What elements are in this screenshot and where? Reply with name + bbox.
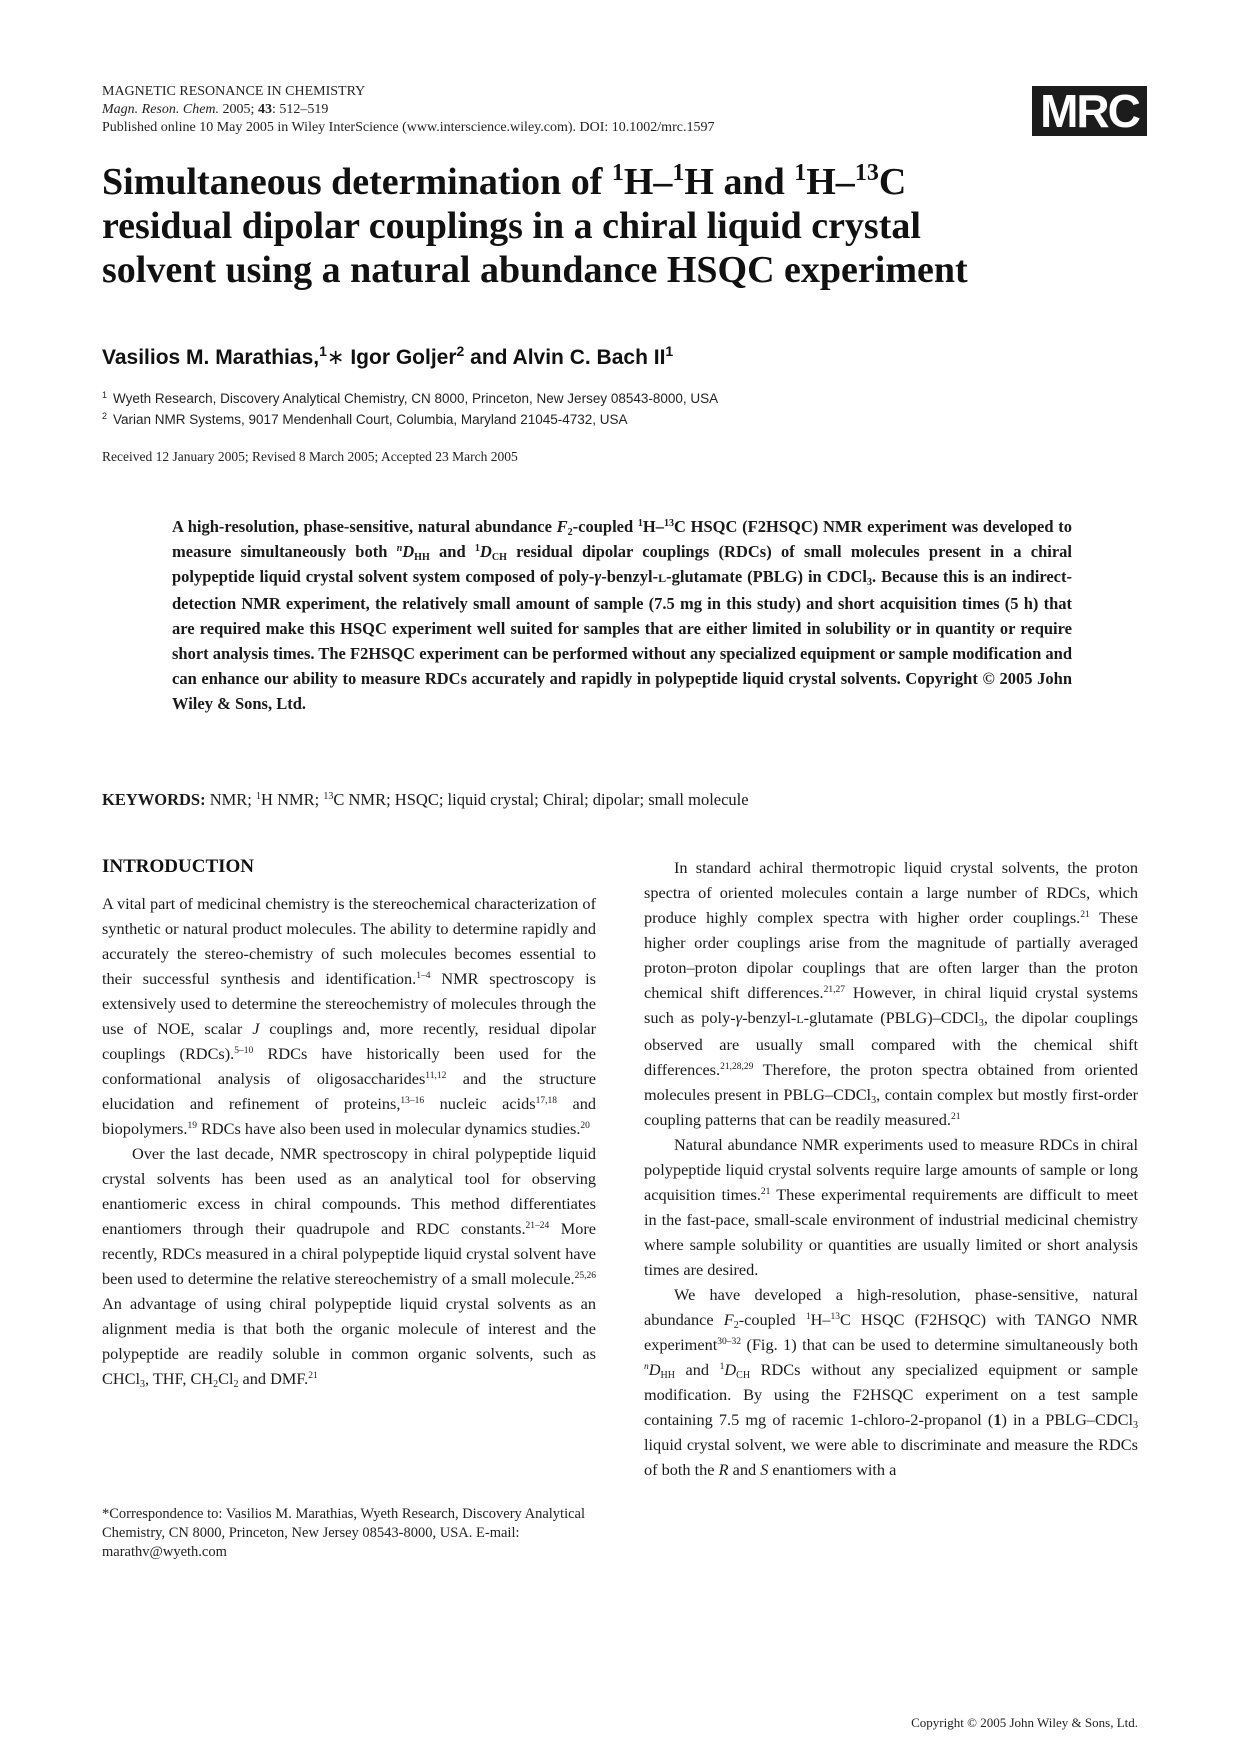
paragraph: Over the last decade, NMR spectroscopy in chiral polypeptide liquid crystal solvents has been used as an analytical tool for observing enantiomeric excess in chiral compounds. This method differentiates enantiomers through their quadrupole and RDC constants.$^{21-24}$ More recently, RDCs measured in a chiral polypeptide liquid crystal solvent have been used to determine the relative stereochemistry of a small molecule.$^{25,26}$ An advantage of using chiral polypeptide liquid crystal solvents as an alignment media is that both the organic molecule of interest and the polypeptide are readily soluble in common organic solvents, such as CHCl$_3$, THF, $CH_2Cl_2$ and DMF.$^{21}$	[102, 1144, 596, 1390]
correspondence-footnote: *Correspondence to: Vasilios M. Marathias, Wyeth Research, Discovery Analytical Chemistry, CN 8000, Princeton, New Jersey 08543-8000, USA. E-mail: marathv@wyeth.com	[102, 1506, 586, 1560]
left-column	[102, 855, 596, 1391]
publication-info: Published online 10 May 2005 in Wiley InterScience (www.interscience.wiley.com). DOI: 10.1002/mrc.1597	[102, 120, 715, 135]
affiliation-2: $^2$ Varian NMR Systems, 9017 Mendenhall Court, Columbia, Maryland 21045-4732, USA	[102, 411, 628, 427]
paragraph: Natural abundance NMR experiments used to measure RDCs in chiral polypeptide liquid crystal solvents require large amounts of sample or long acquisition times.$^{21}$ These experimental requirements are difficult to meet in the fast-pace, small-scale environment of industrial medicinal chemistry where sample solubility or quantities are usually limited or short analysis times are desired.	[644, 1135, 1138, 1279]
right-column	[644, 855, 1138, 1482]
journal-header	[102, 83, 962, 137]
affiliations	[102, 388, 718, 430]
received-dates: Received 12 January 2005; Revised 8 March 2005; Accepted 23 March 2005	[102, 449, 518, 464]
citation: Magn. Reson. Chem. 2005; 43: 512–519	[102, 102, 329, 117]
paragraph: We have developed a high-resolution, phase-sensitive, natural abundance $F_2$-coupled $^1$H–$^{13}$C HSQC (F2HSQC) with TANGO NMR experiment$^{30-32}$ (Fig. 1) that can be used to determine simultaneously both $^nD_{HH}$ and $^1D_{CH}$ RDCs without any specialized equipment or sample modification. By using the F2HSQC experiment on a test sample containing 7.5 mg of racemic 1-chloro-2-propanol (1) in a PBLG–CDCl$_3$ liquid crystal solvent, we were able to discriminate and measure the RDCs of both the R and S enantiomers with a	[644, 1285, 1139, 1479]
keywords: KEYWORDS: NMR; $^1$H NMR; $^{13}$C NMR; HSQC; liquid crystal; Chiral; dipolar; small molecule	[102, 790, 749, 809]
author-list: Vasilios M. Marathias,$^1$∗ Igor Goljer$^2$ and Alvin C. Bach $II^1$	[102, 343, 674, 369]
page-copyright: Copyright © 2005 John Wiley & Sons, Ltd.	[911, 1715, 1138, 1730]
affiliation-1: $^1$ Wyeth Research, Discovery Analytical Chemistry, CN 8000, Princeton, New Jersey 08543-8000, USA	[102, 390, 719, 406]
journal-logo: MRC	[1032, 86, 1147, 136]
paragraph: In standard achiral thermotropic liquid crystal solvents, the proton spectra of oriented molecules contain a large number of RDCs, which produce highly complex spectra with higher order couplings.$^{21}$ These higher order couplings arise from the magnitude of partially averaged proton–proton dipolar couplings that are often larger than the proton chemical shift differences.$^{21,27}$ However, in chiral liquid crystal systems such as poly-γ-benzyl-L-glutamate (PBLG)–CDCl$_3$, the dipolar couplings observed are usually small compared with the chemical shift differences.$^{21,28,29}$ Therefore, the proton spectra obtained from oriented molecules present in PBLG–CDCl$_3$, contain complex but mostly first-order coupling patterns that can be readily measured.$^{21}$	[644, 858, 1139, 1129]
paragraph: A vital part of medicinal chemistry is the stereochemical characterization of synthetic or natural product molecules. The ability to determine rapidly and accurately the stereo-chemistry of such molecules becomes essential to their successful synthesis and identification.$^{1-4}$ NMR spectroscopy is extensively used to determine the stereochemistry of molecules through the use of NOE, scalar J couplings and, more recently, residual dipolar couplings (RDCs).$^{5-10}$ RDCs have historically been used for the conformational analysis of oligosaccharides$^{11,12}$ and the structure elucidation and refinement of proteins,$^{13-16}$ nucleic acids$^{17,18}$ and biopolymers.$^{19}$ RDCs have also been used in molecular dynamics studies.$^{20}$	[102, 894, 597, 1138]
journal-name: MAGNETIC RESONANCE IN CHEMISTRY	[102, 84, 366, 99]
article-title: Simultaneous determination of $^1$H–$^1$H and $^1$H–$^{13}$C residual dipolar couplings in a chiral liquid crystal solvent using a natural abundance HSQC experiment	[102, 160, 968, 291]
abstract: A high-resolution, phase-sensitive, natural abundance $F_2$-coupled $^1$H–$^{13}$C HSQC (F2HSQC) NMR experiment was developed to measure simultaneously both $^nD_{HH}$ and $^1D_{CH}$ residual dipolar couplings (RDCs) of small molecules present in a chiral polypeptide liquid crystal solvent system composed of poly-γ-benzyl-L-glutamate (PBLG) in CDCl$_3$. Because this is an indirect-detection NMR experiment, the relatively small amount of sample (7.5 mg in this study) and short acquisition times (5 h) that are required make this HSQC experiment well suited for samples that are either limited in solubility or in quantity or require short analysis times. The F2HSQC experiment can be performed without any specialized equipment or sample modification and can enhance our ability to measure RDCs accurately and rapidly in polypeptide liquid crystal solvents. Copyright © 2005 John Wiley & Sons, Ltd.	[172, 517, 1073, 713]
section-heading-introduction: INTRODUCTION	[102, 856, 255, 877]
